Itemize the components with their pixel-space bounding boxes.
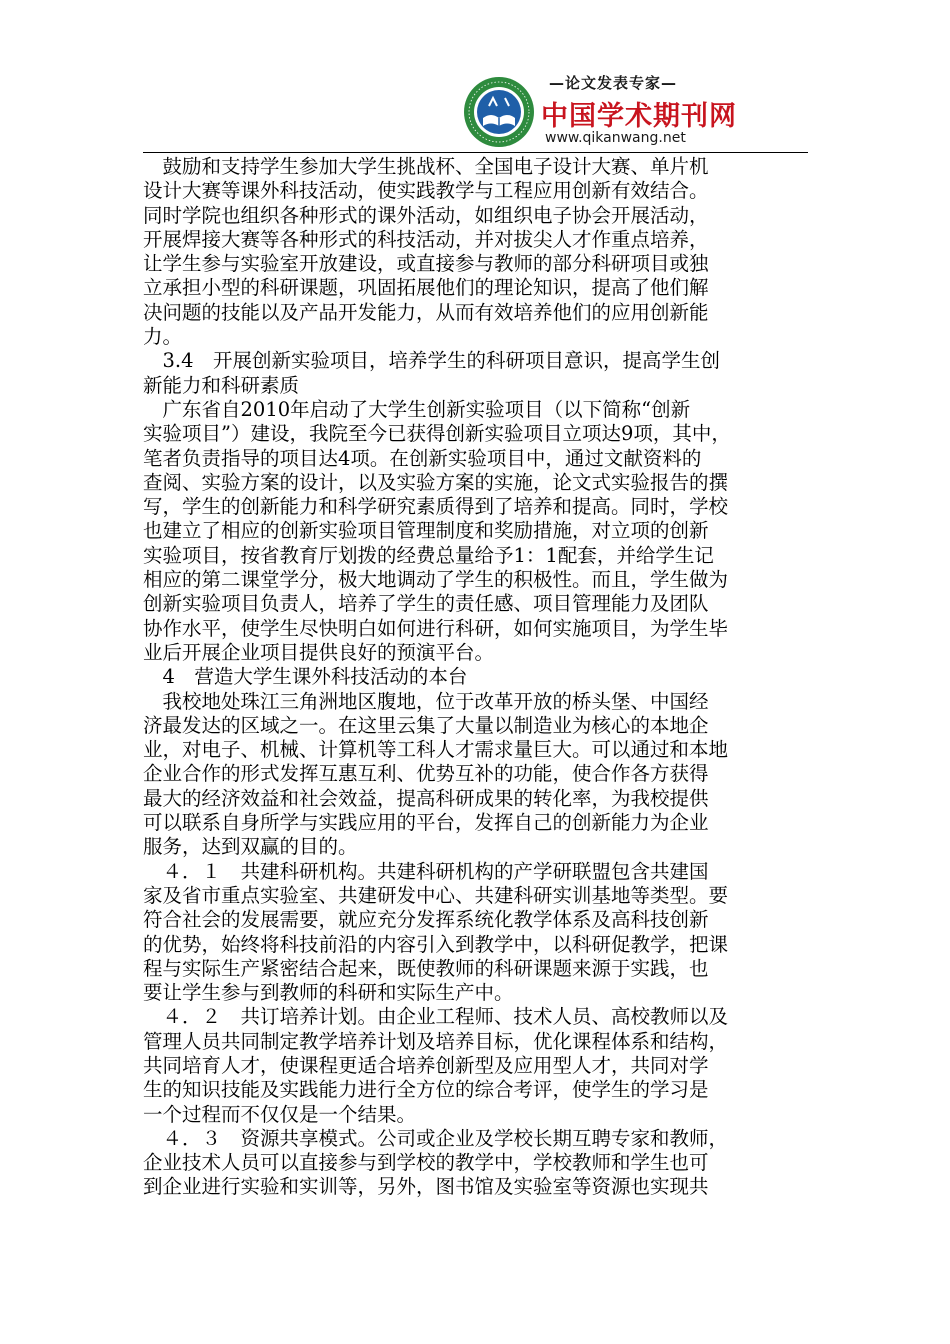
site-header bbox=[463, 70, 808, 152]
text-line: 管理人员共同制定教学培养计划及培养目标，优化课程体系和结构， bbox=[143, 1029, 729, 1053]
text-line: 决问题的技能以及产品开发能力，从而有效培养他们的应用创新能 bbox=[143, 300, 709, 324]
site-url[interactable]: www.qikanwang.net bbox=[545, 130, 686, 146]
site-name: 中国学术期刊网 bbox=[541, 101, 737, 132]
text-line: 也建立了相应的创新实验项目管理制度和奖励措施，对立项的创新 bbox=[143, 519, 709, 543]
text-line: 写，学生的创新能力和科学研究素质得到了培养和提高。同时，学校 bbox=[143, 495, 729, 519]
text-line: 协作水平，使学生尽快明白如何进行科研，如何实施项目，为学生毕 bbox=[143, 616, 729, 640]
site-tagline: —论文发表专家— bbox=[549, 74, 678, 92]
text-line: 共同培育人才，使课程更适合培养创新型及应用型人才，共同对学 bbox=[143, 1053, 709, 1077]
text-line: 程与实际生产紧密结合起来，既使教师的科研课题来源于实践，也 bbox=[143, 956, 709, 980]
text-line: 实验项目，按省教育厅划拨的经费总量给予1：1配套，并给学生记 bbox=[143, 543, 714, 567]
text-line: 鼓励和支持学生参加大学生挑战杯、全国电子设计大赛、单片机 bbox=[143, 155, 709, 178]
text-line: 企业技术人员可以直接参与到学校的教学中，学校教师和学生也可 bbox=[143, 1151, 709, 1175]
text-line: 让学生参与实验室开放建设，或直接参与教师的部分科研项目或独 bbox=[143, 252, 709, 276]
text-line: 生的知识技能及实践能力进行全方位的综合考评，使学生的学习是 bbox=[143, 1078, 709, 1102]
text-line: 开展焊接大赛等各种形式的科技活动，并对拔尖人才作重点培养， bbox=[143, 227, 709, 251]
text-line: 家及省市重点实验室、共建研发中心、共建科研实训基地等类型。要 bbox=[143, 883, 729, 907]
text-line: 笔者负责指导的项目达4项。在创新实验项目中，通过文献资料的 bbox=[143, 446, 702, 470]
text-line: 符合社会的发展需要，就应充分发挥系统化教学体系及高科技创新 bbox=[143, 908, 709, 932]
text-line: 广东省自2010年启动了大学生创新实验项目（以下简称“创新 bbox=[143, 397, 691, 421]
text-line: 企业合作的形式发挥互惠互利、优势互补的功能，使合作各方获得 bbox=[143, 762, 709, 786]
text-line: 新能力和科研素质 bbox=[143, 373, 300, 397]
text-line: 一个过程而不仅仅是一个结果。 bbox=[143, 1102, 417, 1126]
text-line: 最大的经济效益和社会效益，提高科研成果的转化率，为我校提供 bbox=[143, 786, 709, 810]
text-line: 服务，达到双赢的目的。 bbox=[143, 835, 358, 859]
text-line: 业，对电子、机械、计算机等工科人才需求量巨大。可以通过和本地 bbox=[143, 738, 729, 762]
text-line: 要让学生参与到教师的科研和实际生产中。 bbox=[143, 981, 514, 1005]
text-line: 力。 bbox=[143, 325, 183, 349]
text-line: 可以联系自身所学与实践应用的平台，发挥自己的创新能力为企业 bbox=[143, 811, 709, 835]
text-line: 3.4 开展创新实验项目，培养学生的科研项目意识，提高学生创 bbox=[143, 349, 721, 373]
text-line: 实验项目”）建设，我院至今已获得创新实验项目立项达9项，其中， bbox=[143, 422, 731, 446]
text-line: 业后开展企业项目提供良好的预演平台。 bbox=[143, 640, 495, 664]
header-rule bbox=[143, 152, 808, 153]
text-line: 到企业进行实验和实训等，另外，图书馆及实验室等资源也实现共 bbox=[143, 1175, 709, 1199]
text-line: ４．２ 共订培养计划。由企业工程师、技术人员、高校教师以及 bbox=[143, 1005, 729, 1029]
text-line: 同时学院也组织各种形式的课外活动，如组织电子协会开展活动， bbox=[143, 203, 709, 227]
text-line: 创新实验项目负责人，培养了学生的责任感、项目管理能力及团队 bbox=[143, 592, 709, 616]
article-body bbox=[143, 155, 803, 1200]
text-line: 4 营造大学生课外科技活动的本台 bbox=[143, 665, 468, 689]
text-line: 济最发达的区域之一。在这里云集了大量以制造业为核心的本地企 bbox=[143, 713, 709, 737]
text-line: ４．３ 资源共享模式。公司或企业及学校长期互聘专家和教师， bbox=[143, 1126, 729, 1150]
text-line: 相应的第二课堂学分，极大地调动了学生的积极性。而且，学生做为 bbox=[143, 568, 729, 592]
text-line: 立承担小型的科研课题，巩固拓展他们的理论知识，提高了他们解 bbox=[143, 276, 709, 300]
text-line: 查阅、实验方案的设计，以及实验方案的实施，论文式实验报告的撰 bbox=[143, 470, 729, 494]
text-line: ４．１ 共建科研机构。共建科研机构的产学研联盟包含共建国 bbox=[143, 859, 709, 883]
text-line: 我校地处珠江三角洲地区腹地，位于改革开放的桥头堡、中国经 bbox=[143, 689, 709, 713]
text-line: 的优势，始终将科技前沿的内容引入到教学中，以科研促教学，把课 bbox=[143, 932, 729, 956]
book-globe-logo bbox=[463, 76, 535, 148]
text-line: 设计大赛等课外科技活动，使实践教学与工程应用创新有效结合。 bbox=[143, 179, 709, 203]
